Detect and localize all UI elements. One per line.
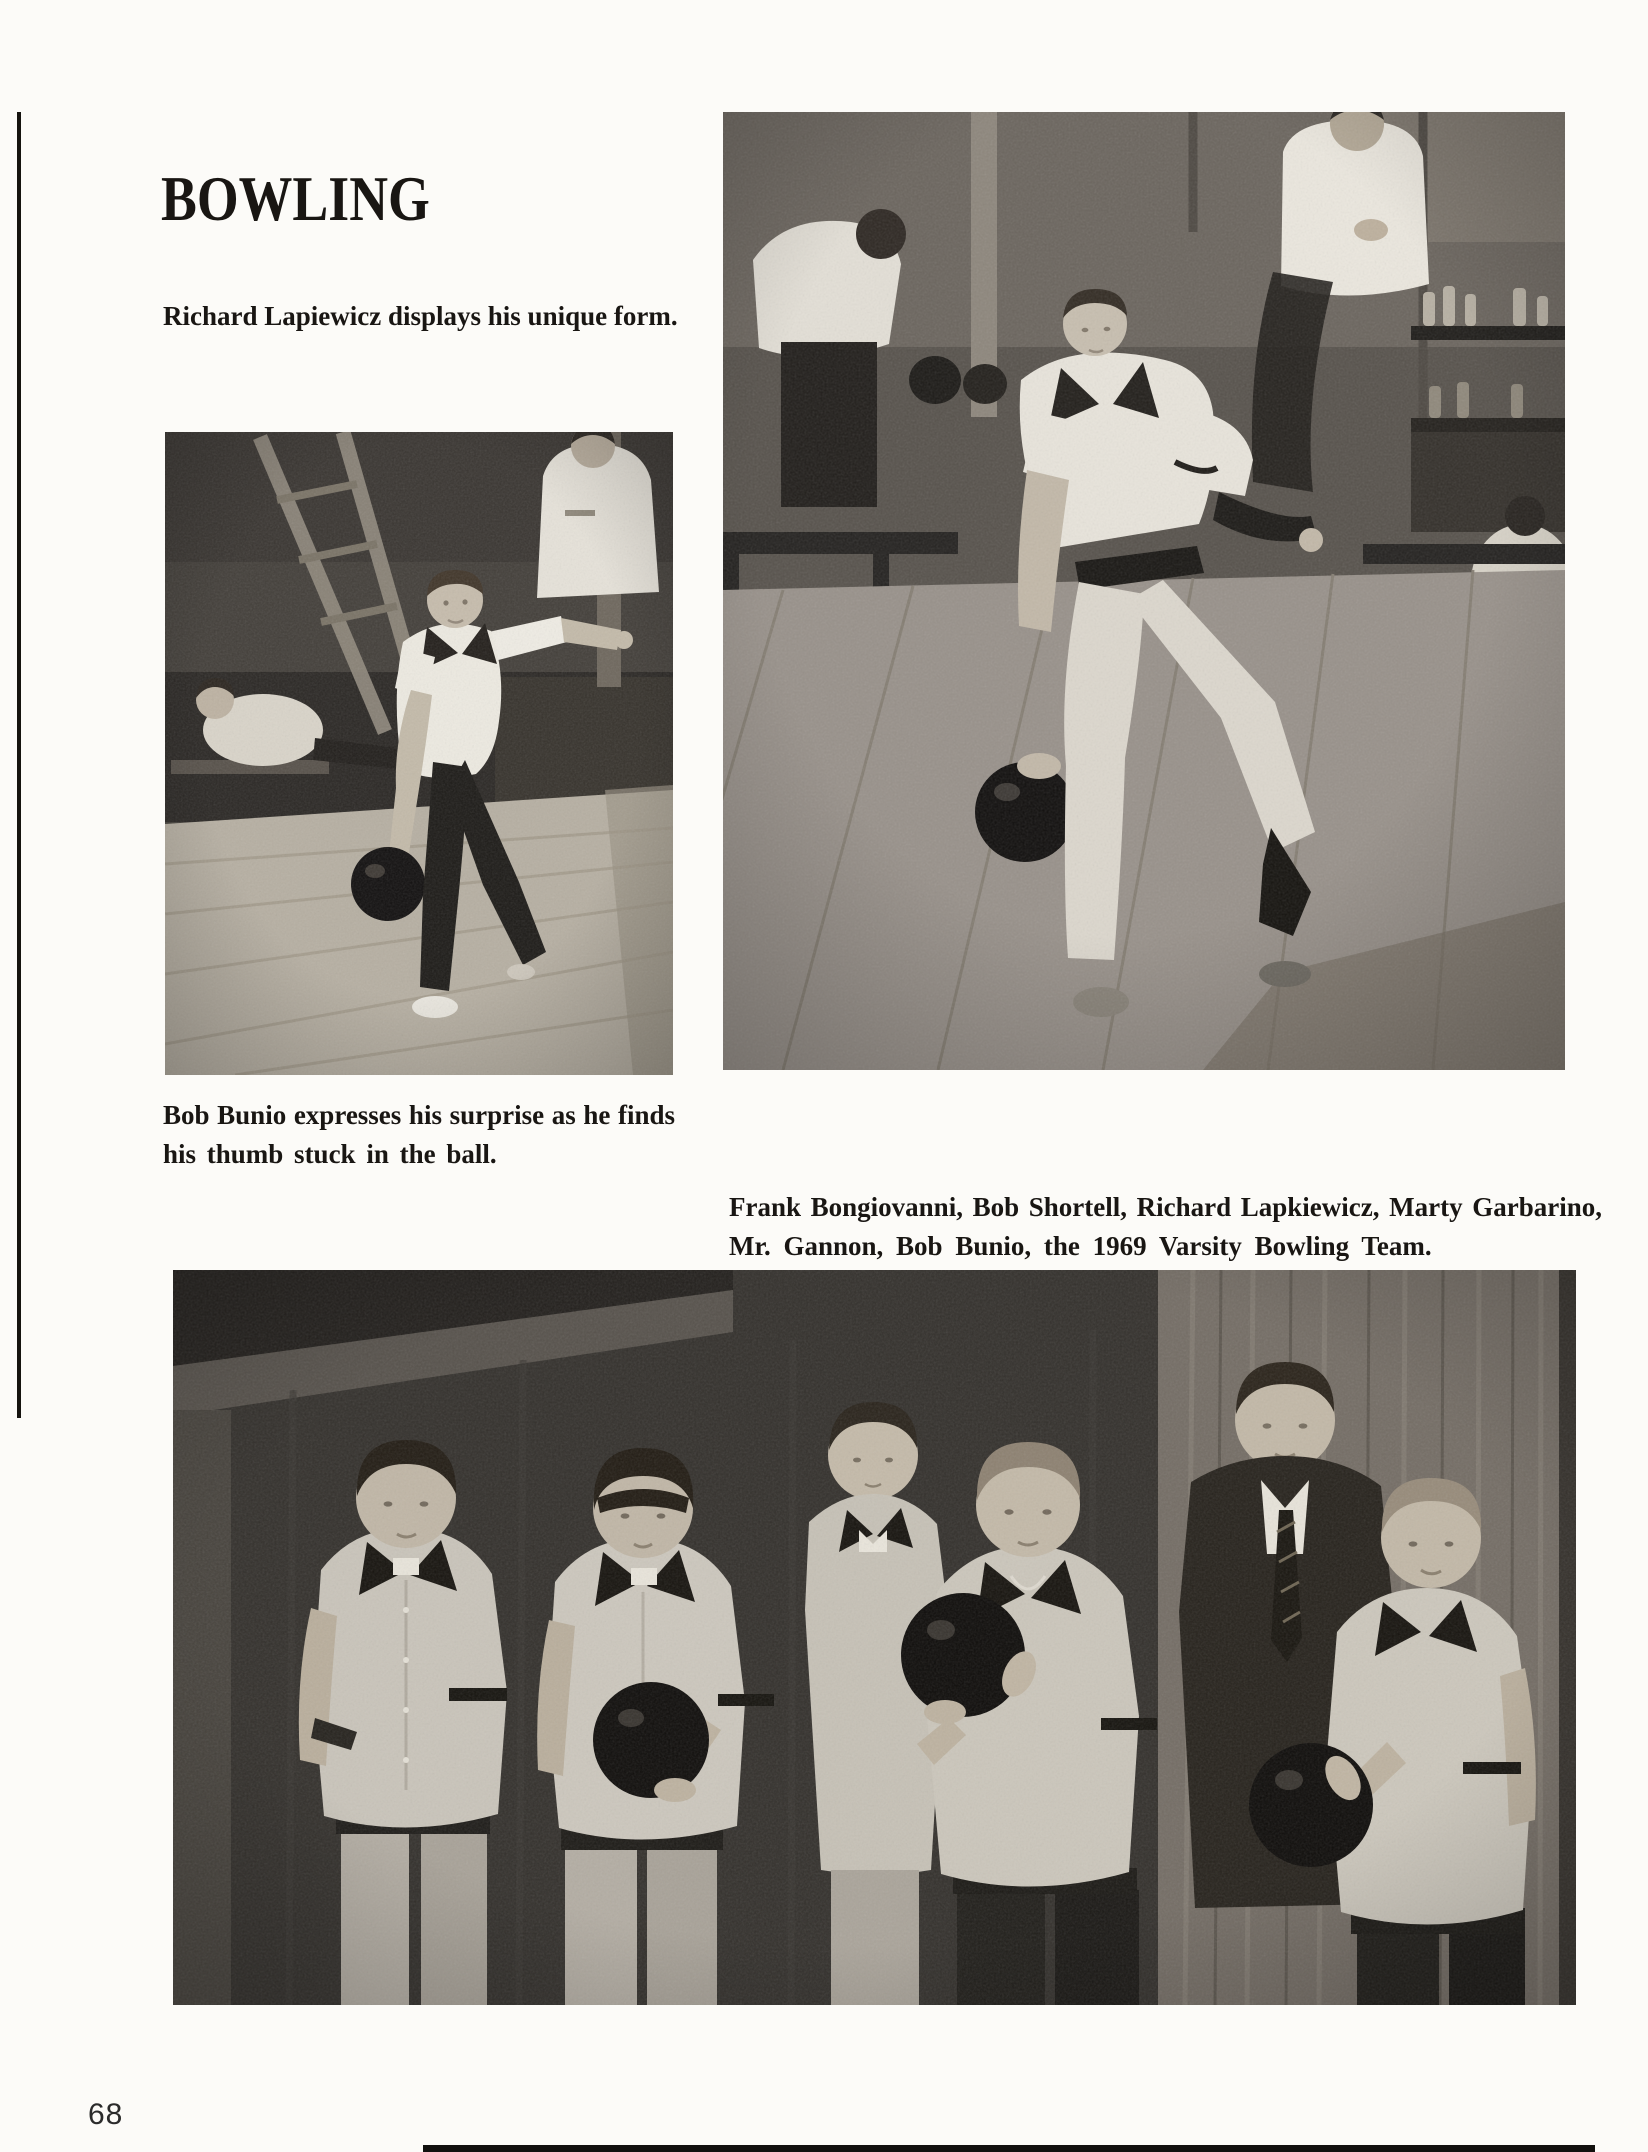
page-title: BOWLING [161,162,430,234]
caption-top-text: Richard Lapiewicz displays his unique form. [163,301,678,331]
left-margin-rule [17,112,21,1418]
photo-team [173,1270,1576,2005]
page-number: 68 [88,2098,124,2131]
photo-bowler-small [165,432,673,1075]
photo-bowler-large [723,112,1565,1070]
caption-team-photo-line2: Mr. Gannon, Bob Bunio, the 1969 Varsity Bowling Team. [729,1231,1432,1261]
caption-top [163,297,763,336]
caption-small-photo-line1: Bob Bunio expresses his surprise as he finds [163,1100,675,1130]
caption-team-photo [729,1188,1602,1266]
caption-small-photo [163,1096,675,1174]
caption-team-photo-line1: Frank Bongiovanni, Bob Shortell, Richard Lapkiewicz, Marty Garbarino, [729,1192,1602,1222]
caption-small-photo-line2: his thumb stuck in the ball. [163,1139,497,1169]
bottom-edge-bar [423,2145,1595,2152]
